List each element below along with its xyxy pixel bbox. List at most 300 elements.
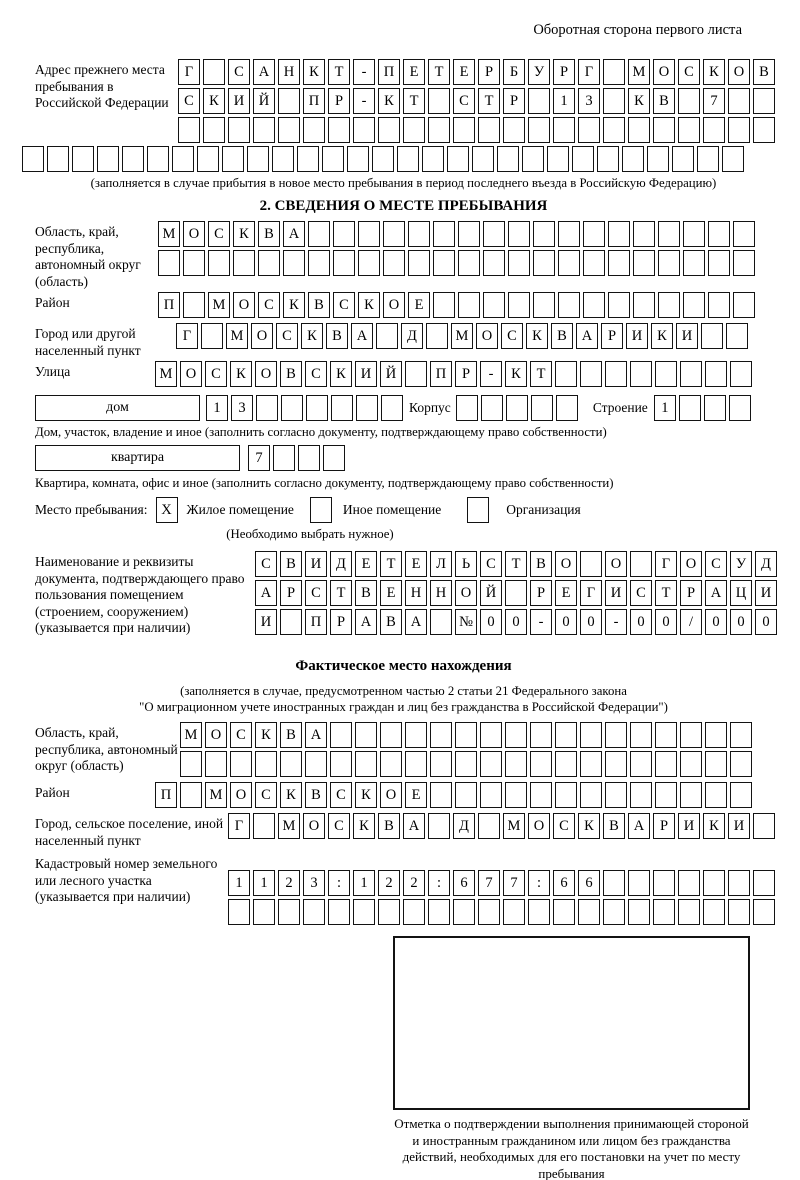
- char-cell: [22, 146, 44, 172]
- char-cell: [380, 722, 402, 748]
- city-label: Город или другой населенный пункт: [35, 326, 141, 358]
- char-cell: К: [330, 361, 352, 387]
- char-cell: [378, 899, 400, 925]
- char-cell: [630, 782, 652, 808]
- char-cell: [630, 551, 652, 577]
- char-cell: [508, 292, 530, 318]
- char-cell: [122, 146, 144, 172]
- char-cell: К: [651, 323, 673, 349]
- char-cell: [483, 250, 505, 276]
- region-field: [35, 221, 772, 290]
- char-cell: [753, 117, 775, 143]
- korpus-label: Корпус: [409, 400, 451, 415]
- char-cell: [447, 146, 469, 172]
- cadastral-row-2: [228, 899, 778, 925]
- char-cell: 1: [206, 395, 228, 421]
- char-cell: [697, 146, 719, 172]
- char-cell: [428, 117, 450, 143]
- char-cell: [608, 292, 630, 318]
- char-cell: [680, 361, 702, 387]
- char-cell: [280, 751, 302, 777]
- char-cell: 0: [505, 609, 527, 635]
- char-cell: [753, 899, 775, 925]
- char-cell: [158, 250, 180, 276]
- char-cell: С: [305, 361, 327, 387]
- char-cell: Г: [580, 580, 602, 606]
- char-cell: [478, 899, 500, 925]
- char-cell: [705, 722, 727, 748]
- char-cell: А: [403, 813, 425, 839]
- char-cell: [483, 292, 505, 318]
- char-cell: [272, 146, 294, 172]
- char-cell: [583, 221, 605, 247]
- back-side-note: Оборотная сторона первого листа: [533, 22, 742, 38]
- char-cell: [580, 751, 602, 777]
- char-cell: [47, 146, 69, 172]
- char-cell: [253, 813, 275, 839]
- actual-district-field: [35, 782, 772, 811]
- prev-address-label: Адрес прежнего места пребывания в Российской Федерации: [35, 62, 169, 110]
- char-cell: К: [203, 88, 225, 114]
- char-cell: В: [530, 551, 552, 577]
- char-cell: О: [380, 782, 402, 808]
- char-cell: [578, 117, 600, 143]
- char-cell: -: [353, 88, 375, 114]
- char-cell: 1: [253, 870, 275, 896]
- street-row: [155, 361, 755, 387]
- char-cell: Б: [503, 59, 525, 85]
- char-cell: [408, 221, 430, 247]
- char-cell: С: [330, 782, 352, 808]
- char-cell: С: [328, 813, 350, 839]
- char-cell: И: [305, 551, 327, 577]
- char-cell: [753, 88, 775, 114]
- char-cell: Т: [328, 59, 350, 85]
- char-cell: [733, 250, 755, 276]
- char-cell: А: [405, 609, 427, 635]
- char-cell: 1: [353, 870, 375, 896]
- char-cell: [205, 751, 227, 777]
- char-cell: [653, 899, 675, 925]
- char-cell: [703, 899, 725, 925]
- region-row-1: [158, 221, 772, 247]
- char-cell: [472, 146, 494, 172]
- char-cell: П: [158, 292, 180, 318]
- char-cell: Е: [408, 292, 430, 318]
- char-cell: [353, 117, 375, 143]
- char-cell: Т: [403, 88, 425, 114]
- char-cell: [208, 250, 230, 276]
- prev-address-overflow-row: [22, 146, 772, 172]
- char-cell: [505, 722, 527, 748]
- char-cell: [306, 395, 328, 421]
- char-cell: [705, 782, 727, 808]
- char-cell: Т: [330, 580, 352, 606]
- char-cell: Е: [453, 59, 475, 85]
- char-cell: [478, 813, 500, 839]
- char-cell: [633, 292, 655, 318]
- char-cell: Е: [355, 551, 377, 577]
- actual-location-caption-1: (заполняется в случае, предусмотренном частью 2 статьи 21 Федерального закона: [180, 684, 627, 698]
- char-cell: [283, 250, 305, 276]
- prev-address-row-1: [178, 59, 778, 85]
- char-cell: [383, 221, 405, 247]
- char-cell: [733, 292, 755, 318]
- char-cell: 6: [553, 870, 575, 896]
- char-cell: К: [526, 323, 548, 349]
- char-cell: Т: [478, 88, 500, 114]
- char-cell: -: [480, 361, 502, 387]
- char-cell: В: [280, 361, 302, 387]
- stamp-caption: Отметка о подтверждении выполнения принимающей стороной и иностранным гражданином или лицом без гражданства действий, необходимых для его постановки на учет по месту пребывания: [394, 1116, 749, 1180]
- char-cell: 3: [231, 395, 253, 421]
- char-cell: [726, 323, 748, 349]
- prev-address-caption: (заполняется в случае прибытия в новое место пребывания в период последнего въезда в Российскую Федерацию): [90, 176, 717, 190]
- char-cell: С: [205, 361, 227, 387]
- char-cell: С: [678, 59, 700, 85]
- char-cell: В: [355, 580, 377, 606]
- char-cell: [680, 782, 702, 808]
- char-cell: 7: [248, 445, 270, 471]
- char-cell: 7: [478, 870, 500, 896]
- char-cell: [403, 899, 425, 925]
- char-cell: В: [378, 813, 400, 839]
- house-caption: Дом, участок, владение и иное (заполнить согласно документу, подтверждающему право собственности): [35, 425, 607, 439]
- char-cell: [722, 146, 744, 172]
- char-cell: [305, 751, 327, 777]
- stay-option-3-checkbox: [467, 497, 492, 523]
- char-cell: [605, 751, 627, 777]
- char-cell: [655, 361, 677, 387]
- actual-district-row: [155, 782, 755, 808]
- char-cell: [380, 751, 402, 777]
- char-cell: [608, 250, 630, 276]
- char-cell: [578, 899, 600, 925]
- char-cell: Г: [176, 323, 198, 349]
- char-cell: В: [753, 59, 775, 85]
- char-cell: [180, 782, 202, 808]
- char-cell: 0: [480, 609, 502, 635]
- char-cell: [203, 117, 225, 143]
- char-cell: А: [351, 323, 373, 349]
- char-cell: [503, 899, 525, 925]
- char-cell: [97, 146, 119, 172]
- char-cell: [278, 88, 300, 114]
- char-cell: О: [728, 59, 750, 85]
- apartment-box-label: квартира: [35, 445, 240, 471]
- char-cell: М: [278, 813, 300, 839]
- char-cell: [730, 722, 752, 748]
- char-cell: О: [528, 813, 550, 839]
- char-cell: О: [455, 580, 477, 606]
- char-cell: С: [276, 323, 298, 349]
- document-row-1: [255, 551, 780, 577]
- char-cell: А: [283, 221, 305, 247]
- char-cell: С: [230, 722, 252, 748]
- char-cell: О: [183, 221, 205, 247]
- char-cell: К: [378, 88, 400, 114]
- char-cell: 0: [755, 609, 777, 635]
- actual-location-title: Фактическое место нахождения: [295, 658, 512, 674]
- char-cell: [553, 117, 575, 143]
- char-cell: Г: [578, 59, 600, 85]
- char-cell: Н: [278, 59, 300, 85]
- char-cell: В: [551, 323, 573, 349]
- char-cell: [605, 361, 627, 387]
- char-cell: [303, 899, 325, 925]
- char-cell: [708, 250, 730, 276]
- char-cell: [358, 250, 380, 276]
- char-cell: [553, 899, 575, 925]
- char-cell: А: [355, 609, 377, 635]
- char-cell: М: [205, 782, 227, 808]
- char-cell: [678, 117, 700, 143]
- char-cell: [528, 899, 550, 925]
- char-cell: [405, 722, 427, 748]
- char-cell: [483, 221, 505, 247]
- char-cell: И: [678, 813, 700, 839]
- char-cell: [530, 722, 552, 748]
- char-cell: [278, 117, 300, 143]
- char-cell: [705, 361, 727, 387]
- char-cell: [378, 117, 400, 143]
- char-cell: К: [355, 782, 377, 808]
- char-cell: М: [208, 292, 230, 318]
- stay-type-label: Место пребывания:: [35, 502, 148, 517]
- char-cell: 6: [453, 870, 475, 896]
- char-cell: К: [578, 813, 600, 839]
- char-cell: [458, 250, 480, 276]
- char-cell: М: [226, 323, 248, 349]
- char-cell: 0: [555, 609, 577, 635]
- char-cell: [330, 751, 352, 777]
- char-cell: О: [383, 292, 405, 318]
- char-cell: Г: [228, 813, 250, 839]
- char-cell: [478, 117, 500, 143]
- char-cell: [297, 146, 319, 172]
- char-cell: [353, 899, 375, 925]
- char-cell: [653, 117, 675, 143]
- char-cell: С: [178, 88, 200, 114]
- char-cell: [222, 146, 244, 172]
- char-cell: К: [280, 782, 302, 808]
- char-cell: А: [576, 323, 598, 349]
- char-cell: К: [628, 88, 650, 114]
- char-cell: Ь: [455, 551, 477, 577]
- char-cell: [433, 250, 455, 276]
- stay-option-1-label: Жилое помещение: [186, 502, 294, 517]
- char-cell: [480, 782, 502, 808]
- char-cell: Г: [655, 551, 677, 577]
- char-cell: 7: [503, 870, 525, 896]
- char-cell: [383, 250, 405, 276]
- char-cell: [180, 751, 202, 777]
- char-cell: :: [328, 870, 350, 896]
- char-cell: [555, 782, 577, 808]
- district-field: [35, 292, 772, 321]
- char-cell: Р: [530, 580, 552, 606]
- char-cell: [705, 751, 727, 777]
- char-cell: О: [555, 551, 577, 577]
- char-cell: П: [430, 361, 452, 387]
- char-cell: [633, 250, 655, 276]
- char-cell: [330, 722, 352, 748]
- char-cell: [528, 117, 550, 143]
- house-row: [35, 395, 772, 421]
- char-cell: [356, 395, 378, 421]
- char-cell: [298, 445, 320, 471]
- cadastral-field: [35, 853, 772, 928]
- actual-city-field: [35, 813, 772, 849]
- char-cell: А: [705, 580, 727, 606]
- char-cell: Е: [380, 580, 402, 606]
- char-cell: [547, 146, 569, 172]
- char-cell: [310, 497, 332, 523]
- document-label: Наименование и реквизиты документа, подтверждающего право пользования помещением (строением, сооружением) (указывается при наличии): [35, 554, 245, 635]
- char-cell: [430, 722, 452, 748]
- actual-city-label: Город, сельское поселение, иной населенный пункт: [35, 816, 224, 848]
- char-cell: [506, 395, 528, 421]
- house-number-cells: [206, 395, 406, 421]
- char-cell: С: [501, 323, 523, 349]
- char-cell: Е: [555, 580, 577, 606]
- char-cell: [679, 395, 701, 421]
- char-cell: [347, 146, 369, 172]
- char-cell: [528, 88, 550, 114]
- char-cell: [308, 250, 330, 276]
- char-cell: [603, 88, 625, 114]
- char-cell: [405, 751, 427, 777]
- char-cell: С: [480, 551, 502, 577]
- stay-option-2-label: Иное помещение: [342, 502, 442, 517]
- char-cell: [655, 782, 677, 808]
- section2-title: 2. СВЕДЕНИЯ О МЕСТЕ ПРЕБЫВАНИЯ: [259, 198, 548, 214]
- region-label: Область, край, республика, автономный округ (область): [35, 224, 141, 289]
- char-cell: [633, 221, 655, 247]
- char-cell: [647, 146, 669, 172]
- char-cell: С: [255, 782, 277, 808]
- char-cell: [453, 117, 475, 143]
- char-cell: К: [505, 361, 527, 387]
- char-cell: [456, 395, 478, 421]
- char-cell: [458, 292, 480, 318]
- char-cell: /: [680, 609, 702, 635]
- char-cell: В: [326, 323, 348, 349]
- char-cell: [376, 323, 398, 349]
- char-cell: С: [705, 551, 727, 577]
- char-cell: [203, 59, 225, 85]
- char-cell: [381, 395, 403, 421]
- char-cell: И: [355, 361, 377, 387]
- char-cell: И: [728, 813, 750, 839]
- char-cell: Д: [330, 551, 352, 577]
- char-cell: [455, 782, 477, 808]
- char-cell: 6: [578, 870, 600, 896]
- char-cell: М: [155, 361, 177, 387]
- char-cell: [253, 899, 275, 925]
- char-cell: К: [703, 813, 725, 839]
- char-cell: [603, 117, 625, 143]
- char-cell: К: [283, 292, 305, 318]
- char-cell: В: [280, 722, 302, 748]
- char-cell: [583, 292, 605, 318]
- document-row-2: [255, 580, 780, 606]
- char-cell: Й: [380, 361, 402, 387]
- char-cell: Е: [403, 59, 425, 85]
- char-cell: У: [528, 59, 550, 85]
- char-cell: [672, 146, 694, 172]
- char-cell: В: [305, 782, 327, 808]
- char-cell: О: [205, 722, 227, 748]
- char-cell: [480, 751, 502, 777]
- char-cell: [331, 395, 353, 421]
- char-cell: [430, 782, 452, 808]
- char-cell: [603, 59, 625, 85]
- char-cell: Р: [653, 813, 675, 839]
- char-cell: 2: [403, 870, 425, 896]
- actual-region-rows: [180, 722, 772, 780]
- char-cell: [522, 146, 544, 172]
- char-cell: С: [255, 551, 277, 577]
- actual-region-label: Область, край, республика, автономный округ (область): [35, 725, 178, 773]
- char-cell: [505, 580, 527, 606]
- char-cell: О: [653, 59, 675, 85]
- char-cell: [455, 751, 477, 777]
- char-cell: [680, 751, 702, 777]
- char-cell: И: [626, 323, 648, 349]
- char-cell: К: [255, 722, 277, 748]
- char-cell: В: [258, 221, 280, 247]
- char-cell: [253, 117, 275, 143]
- char-cell: [555, 722, 577, 748]
- char-cell: [172, 146, 194, 172]
- char-cell: [430, 609, 452, 635]
- char-cell: [458, 221, 480, 247]
- char-cell: [558, 221, 580, 247]
- apartment-row: [35, 445, 772, 471]
- char-cell: С: [228, 59, 250, 85]
- char-cell: Е: [405, 782, 427, 808]
- char-cell: [405, 361, 427, 387]
- char-cell: [558, 250, 580, 276]
- char-cell: [680, 722, 702, 748]
- char-cell: [505, 751, 527, 777]
- char-cell: [580, 782, 602, 808]
- char-cell: Р: [328, 88, 350, 114]
- char-cell: [628, 117, 650, 143]
- char-cell: А: [305, 722, 327, 748]
- char-cell: [278, 899, 300, 925]
- actual-city-row: [228, 813, 778, 839]
- char-cell: [430, 751, 452, 777]
- char-cell: С: [630, 580, 652, 606]
- char-cell: Й: [480, 580, 502, 606]
- char-cell: Р: [280, 580, 302, 606]
- char-cell: [653, 870, 675, 896]
- char-cell: [273, 445, 295, 471]
- document-rows: [255, 551, 780, 638]
- char-cell: П: [305, 609, 327, 635]
- char-cell: [256, 395, 278, 421]
- char-cell: М: [158, 221, 180, 247]
- char-cell: И: [676, 323, 698, 349]
- char-cell: [280, 609, 302, 635]
- char-cell: [323, 445, 345, 471]
- apartment-cells: [248, 445, 348, 471]
- char-cell: [605, 782, 627, 808]
- char-cell: О: [251, 323, 273, 349]
- confirmation-stamp-box: [393, 936, 750, 1110]
